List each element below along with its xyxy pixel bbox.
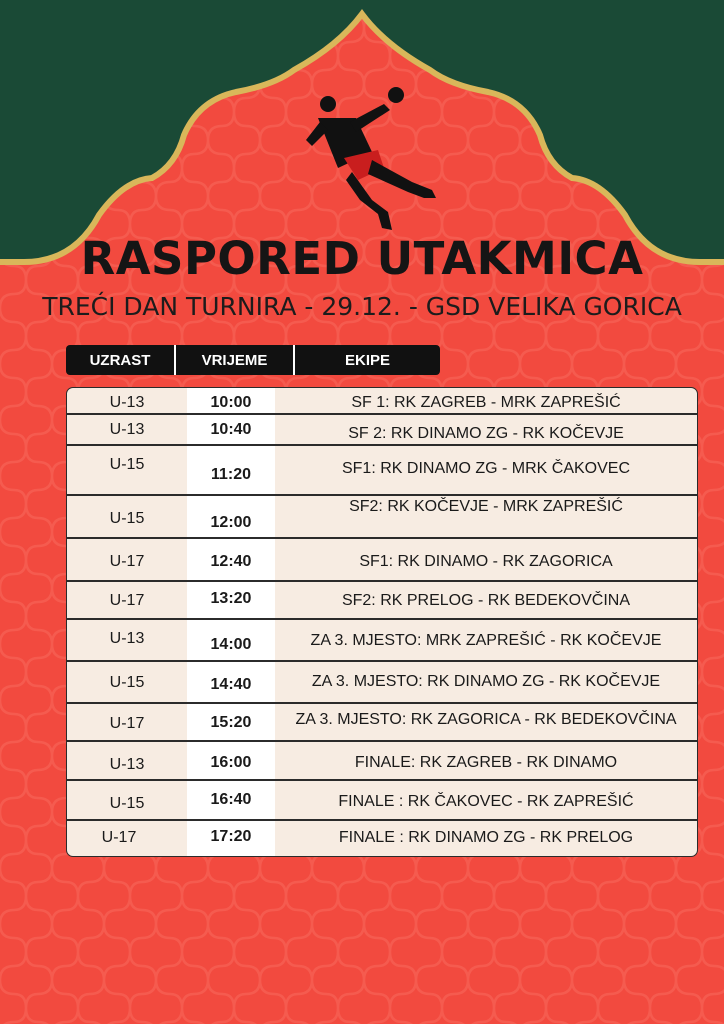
row-match: SF 2: RK DINAMO ZG - RK KOČEVJE	[348, 425, 624, 442]
schedule-table	[66, 387, 698, 857]
row-divider	[67, 779, 697, 781]
row-age: U-15	[109, 674, 145, 691]
row-age: U-13	[109, 394, 145, 411]
row-divider	[67, 660, 697, 662]
row-divider	[67, 494, 697, 496]
row-age: U-15	[109, 456, 145, 473]
row-match: SF2: RK PRELOG - RK BEDEKOVČINA	[341, 592, 631, 609]
row-time: 12:40	[210, 553, 252, 570]
row-time: 17:20	[210, 828, 252, 845]
row-divider	[67, 819, 697, 821]
row-time: 14:40	[210, 676, 252, 693]
row-divider	[67, 444, 697, 446]
column-header-time: VRIJEME	[176, 345, 295, 375]
row-time: 13:20	[210, 590, 252, 607]
row-age: U-15	[109, 795, 145, 812]
row-time: 10:00	[210, 394, 252, 411]
row-match: ZA 3. MJESTO: RK DINAMO ZG - RK KOČEVJE	[311, 673, 661, 690]
row-match: ZA 3. MJESTO: RK ZAGORICA - RK BEDEKOVČINA	[295, 711, 677, 728]
row-age: U-17	[109, 592, 145, 609]
row-match: SF 1: RK ZAGREB - MRK ZAPREŠIĆ	[351, 394, 621, 411]
row-time: 10:40	[210, 421, 252, 438]
row-match: SF1: RK DINAMO - RK ZAGORICA	[359, 553, 613, 570]
row-match: FINALE : RK DINAMO ZG - RK PRELOG	[338, 829, 634, 846]
row-time: 16:00	[210, 754, 252, 771]
table-header	[66, 345, 440, 375]
row-time: 11:20	[210, 466, 252, 483]
row-time: 14:00	[210, 636, 252, 653]
row-match: FINALE: RK ZAGREB - RK DINAMO	[354, 754, 618, 771]
row-divider	[67, 740, 697, 742]
row-match: SF1: RK DINAMO ZG - MRK ČAKOVEC	[341, 460, 631, 477]
row-time: 12:00	[210, 514, 252, 531]
row-divider	[67, 580, 697, 582]
row-age: U-17	[109, 715, 145, 732]
page-title: RASPORED UTAKMICA	[80, 232, 644, 285]
column-header-teams: EKIPE	[344, 351, 390, 369]
row-divider	[67, 537, 697, 539]
row-age: U-13	[109, 756, 145, 773]
row-match: ZA 3. MJESTO: MRK ZAPREŠIĆ - RK KOČEVJE	[310, 632, 662, 649]
row-match: FINALE : RK ČAKOVEC - RK ZAPREŠIĆ	[338, 793, 634, 810]
row-age: U-17	[101, 829, 137, 846]
row-divider	[67, 413, 697, 415]
row-time: 16:40	[210, 791, 252, 808]
column-header-age: UZRAST	[66, 345, 176, 375]
page-subtitle: TREĆI DAN TURNIRA - 29.12. - GSD VELIKA GORICA	[42, 292, 682, 321]
row-match: SF2: RK KOČEVJE - MRK ZAPREŠIĆ	[349, 498, 623, 515]
row-age: U-13	[109, 630, 145, 647]
row-age: U-13	[109, 421, 145, 438]
row-time: 15:20	[210, 714, 252, 731]
row-divider	[67, 702, 697, 704]
row-age: U-15	[109, 510, 145, 527]
time-column-bg	[187, 388, 275, 856]
row-divider	[67, 618, 697, 620]
row-age: U-17	[109, 553, 145, 570]
